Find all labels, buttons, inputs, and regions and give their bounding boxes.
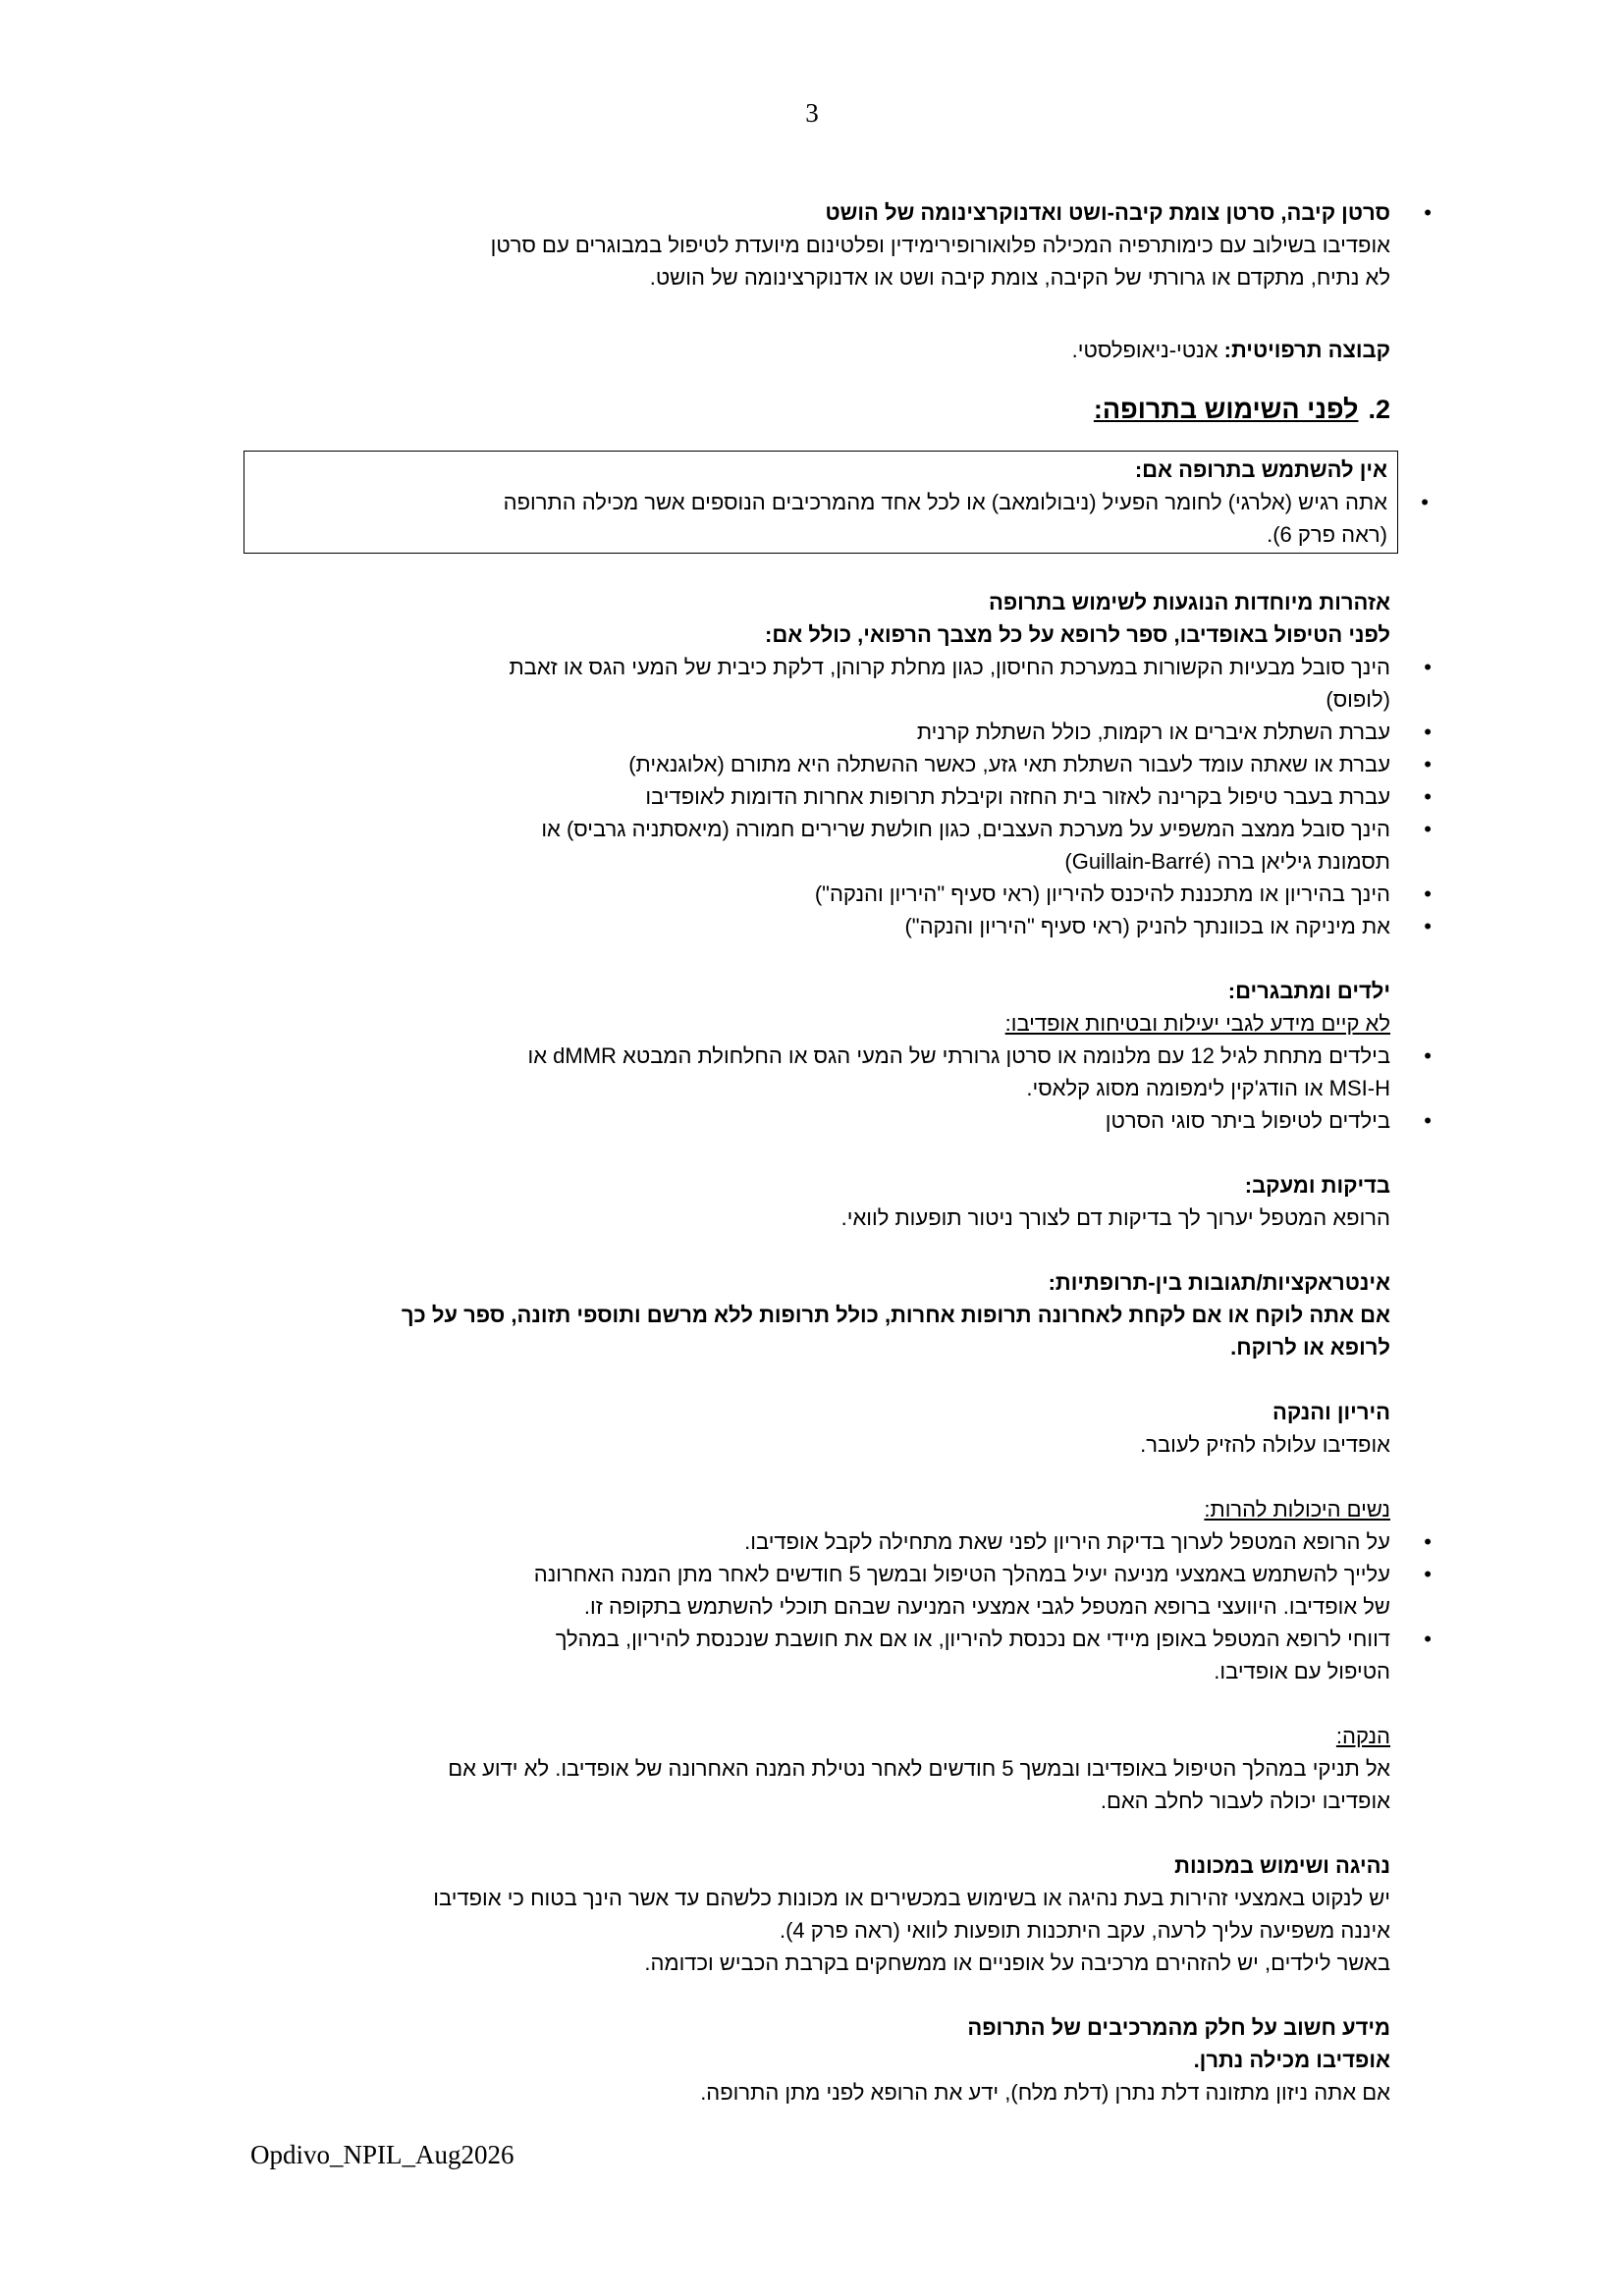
warning-line: • הינך סובל מבעיות הקשורות במערכת החיסון, כגון מחלת קרוהן, דלקת כיבית של המעי הגס או זאבת — [509, 655, 1390, 679]
driving-title: נהיגה ושימוש במכונות — [1174, 1853, 1390, 1878]
indication-title: • סרטן קיבה, סרטן צומת קיבה-ושט ואדנוקרצינומה של הושט — [825, 200, 1390, 225]
warning-line: • את מיניקה או בכוונתך להניק (ראי סעיף "היריון והנקה") — [904, 914, 1390, 938]
interactions-title: אינטראקציות/תגובות בין-תרופתיות: — [1048, 1270, 1390, 1295]
document-body — [237, 196, 1390, 2109]
ingredients-subtitle: אופדיבו מכילה נתרן. — [1193, 2048, 1390, 2072]
warning-line: • הינך בהיריון או מתכננת להיכנס להיריון (ראי סעיף "היריון והנקה") — [814, 881, 1390, 906]
pregnancy-text: אופדיבו עלולה להזיק לעובר. — [1140, 1432, 1390, 1457]
women-line: של אופדיבו. היוועצי ברופא המטפל לגבי אמצעי המניעה שבהם תוכלי להשתמש בתקופה זו. — [583, 1594, 1390, 1619]
driving-line: באשר לילדים, יש להזהירם מרכיבה על אופניים או ממשחקים בקרבת הכביש וכדומה. — [644, 1950, 1390, 1975]
warning-line: • עברת השתלת איברים או רקמות, כולל השתלת קרנית — [916, 720, 1390, 744]
section-number: 2. — [1368, 395, 1390, 424]
indication-item — [237, 196, 1390, 229]
women-item — [237, 1623, 1390, 1687]
women-item — [237, 1558, 1390, 1623]
women-label: נשים היכולות להרות: — [1204, 1497, 1390, 1522]
warning-item — [237, 813, 1390, 878]
children-line: • בילדים לטיפול ביתר סוגי הסרטן — [1105, 1108, 1390, 1133]
tests-title: בדיקות ומעקב: — [1244, 1173, 1390, 1198]
children-item — [237, 1040, 1390, 1104]
contraindication-line: • אתה רגיש (אלרגי) לחומר הפעיל (ניבולומאב) או לכל אחד מהמרכיבים הנוספים אשר מכילה התרופה — [503, 490, 1387, 514]
nursing-line: אל תניקי במהלך הטיפול באופדיבו ובמשך 5 חודשים לאחר נטילת המנה האחרונה של אופדיבו. לא ידוע אם — [448, 1756, 1390, 1781]
indication-list — [237, 196, 1390, 229]
page-number: 3 — [805, 98, 819, 128]
driving-line: יש לנקוט באמצעי זהירות בעת נהיגה או בשימוש במכשירים או מכונות כלשהם עד אשר הינך בטוח כי אופדיבו — [433, 1886, 1390, 1910]
warning-line: (לופוס) — [1326, 687, 1390, 712]
children-subtitle: לא קיים מידע לגבי יעילות ובטיחות אופדיבו: — [1004, 1011, 1390, 1036]
section-2-heading — [237, 390, 1390, 429]
warning-item — [237, 748, 1390, 780]
section-title: לפני השימוש בתרופה: — [1093, 395, 1359, 424]
indication-line: לא נתיח, מתקדם או גרורתי של הקיבה, צומת קיבה ושט או אדנוקרצינומה של הושט. — [649, 265, 1390, 290]
interactions-line: לרופא או לרוקח. — [1230, 1335, 1390, 1360]
warnings-title: אזהרות מיוחדות הנוגעות לשימוש בתרופה — [988, 590, 1390, 614]
contraindications-title: אין להשתמש בתרופה אם: — [1134, 457, 1387, 482]
warnings-subtitle: לפני הטיפול באופדיבו, ספר לרופא על כל מצבך הרפואי, כולל אם: — [765, 622, 1390, 647]
warning-item — [237, 716, 1390, 748]
warning-line: • עברת או שאתה עומד לעבור השתלת תאי גזע, כאשר ההשתלה היא מתורם (אלוגנאית) — [628, 752, 1390, 776]
document-footer: Opdivo_NPIL_Aug2026 — [250, 2140, 514, 2169]
nursing-line: אופדיבו יכולה לעבור לחלב האם. — [1100, 1789, 1390, 1813]
ingredients-title: מידע חשוב על חלק מהמרכיבים של התרופה — [967, 2015, 1390, 2040]
therapeutic-group — [237, 334, 1390, 366]
warnings-list — [237, 651, 1390, 942]
contraindication-item — [252, 486, 1387, 551]
pregnancy-title: היריון והנקה — [1272, 1400, 1390, 1424]
contraindications-box — [244, 451, 1398, 554]
warning-line: תסמונת גיליאן ברה (Guillain-Barré) — [1064, 849, 1390, 874]
tests-text: הרופא המטפל יערוך לך בדיקות דם לצורך ניטור תופעות לוואי. — [840, 1205, 1390, 1230]
children-line: MSI-H או הודג'קין לימפומה מסוג קלאסי. — [1026, 1076, 1390, 1100]
warning-item — [237, 910, 1390, 942]
contraindication-line: (ראה פרק 6). — [1267, 522, 1387, 547]
children-title: ילדים ומתבגרים: — [1227, 979, 1390, 1003]
warning-line: • עברת בעבר טיפול בקרינה לאזור בית החזה וקיבלת תרופות אחרות הדומות לאופדיבו — [645, 784, 1390, 809]
therapeutic-group-label: קבוצה תרפויטית: — [1223, 338, 1390, 362]
warning-item — [237, 878, 1390, 910]
nursing-label: הנקה: — [1335, 1724, 1390, 1748]
women-line: • על הרופא המטפל לערוך בדיקת היריון לפני שאת מתחילה לקבל אופדיבו. — [744, 1529, 1390, 1554]
children-list — [237, 1040, 1390, 1137]
women-line: • עלייך להשתמש באמצעי מניעה יעיל במהלך הטיפול ובמשך 5 חודשים לאחר מתן המנה האחרונה — [533, 1562, 1390, 1586]
warning-item — [237, 651, 1390, 716]
ingredients-text: אם אתה ניזון מתזונה דלת נתרן (דלת מלח), ידע את הרופא לפני מתן התרופה. — [700, 2080, 1390, 2105]
warning-line: • הינך סובל ממצב המשפיע על מערכת העצבים, כגון חולשת שרירים חמורה (מיאסתניה גרביס) או — [541, 817, 1390, 841]
women-line: הטיפול עם אופדיבו. — [1214, 1659, 1390, 1683]
warning-item — [237, 780, 1390, 813]
children-item — [237, 1104, 1390, 1137]
contraindications-list — [252, 486, 1387, 551]
interactions-line: אם אתה לוקח או אם לקחת לאחרונה תרופות אחרות, כולל תרופות ללא מרשם ותוספי תזונה, ספר על כך — [401, 1303, 1390, 1327]
women-item — [237, 1525, 1390, 1558]
women-line: • דווחי לרופא המטפל באופן מיידי אם נכנסת להיריון, או אם את חושבת שנכנסת להיריון, במהלך — [555, 1627, 1390, 1651]
driving-line: איננה משפיעה עליך לרעה, עקב היתכנות תופעות לוואי (ראה פרק 4). — [779, 1918, 1390, 1943]
indication-line: אופדיבו בשילוב עם כימותרפיה המכילה פלואורופירימידין ופלטינום מיועדת לטיפול במבוגרים עם סרטן — [490, 233, 1390, 257]
women-list — [237, 1525, 1390, 1687]
therapeutic-group-value: אנטי-ניאופלסטי. — [1071, 338, 1224, 362]
children-line: • בילדים מתחת לגיל 12 עם מלנומה או סרטן גרורתי של המעי הגס או החלחולת המבטא dMMR או — [527, 1043, 1390, 1068]
